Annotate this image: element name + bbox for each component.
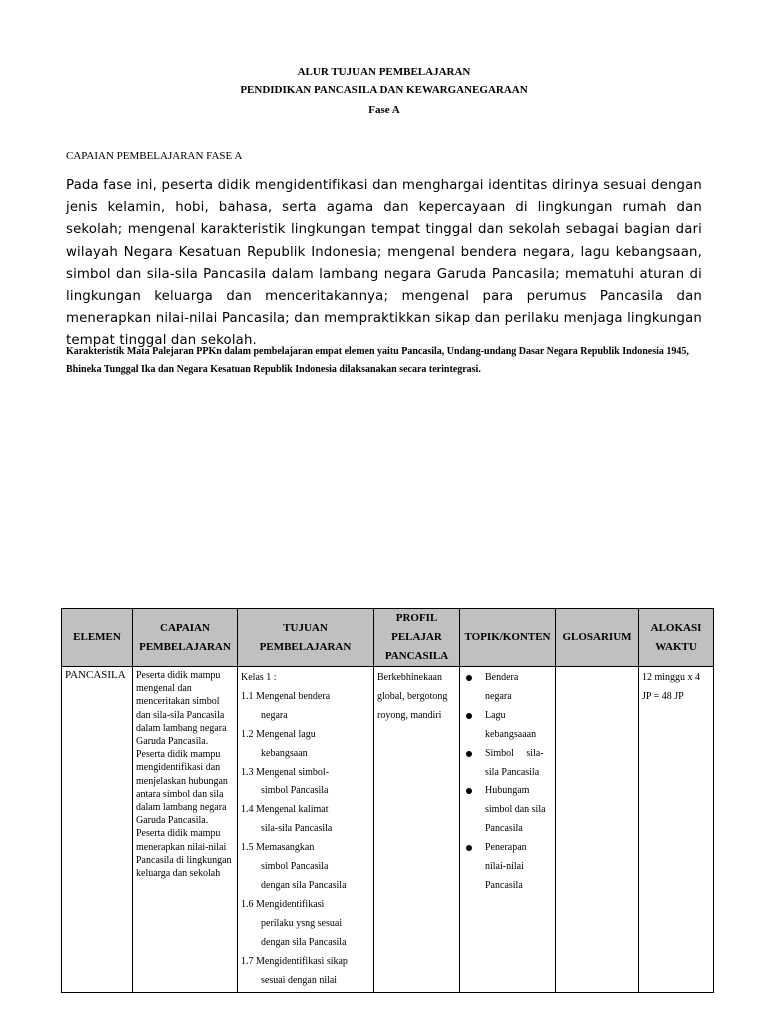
tujuan-text-cont: perilaku ysng sesuai xyxy=(261,917,343,929)
header-tujuan: TUJUAN PEMBELAJARAN xyxy=(238,609,374,667)
topik-text: simbol dan sila xyxy=(485,804,546,816)
kelas-label: Kelas 1 : xyxy=(241,672,277,683)
header-alokasi: ALOKASI WAKTU xyxy=(639,609,714,667)
tujuan-item xyxy=(241,839,370,858)
bullet-icon xyxy=(466,713,472,719)
topik-text: Bendera xyxy=(485,672,519,683)
tujuan-text: Mengenal lagu xyxy=(256,728,316,740)
tujuan-num: 1.1 xyxy=(241,690,254,702)
bullet-icon xyxy=(466,845,472,851)
bullet-icon xyxy=(466,751,472,757)
tujuan-item xyxy=(241,896,370,915)
alur-tp-table xyxy=(61,608,714,993)
list-item xyxy=(463,782,552,839)
tujuan-item xyxy=(241,801,370,820)
tujuan-text-cont: simbol Pancasila xyxy=(261,785,329,797)
topik-text: Pancasila xyxy=(485,823,523,835)
tujuan-text: Mengenal bendera xyxy=(256,690,331,702)
topik-text: Pancasila xyxy=(485,879,523,891)
topik-text: Penerapan xyxy=(485,842,527,854)
topik-text: Simbol sila- xyxy=(485,747,544,759)
bullet-icon xyxy=(466,788,472,794)
tujuan-item xyxy=(241,688,370,707)
tujuan-text-cont: kebangsaan xyxy=(261,747,308,759)
bullet-icon xyxy=(466,675,472,681)
tujuan-text-cont: negara xyxy=(261,709,288,721)
cell-profil: Berkebhinekaan global, bergotong royong, mandiri xyxy=(374,667,460,993)
cell-topik xyxy=(460,667,556,993)
cell-glosarium xyxy=(556,667,639,993)
header-glosarium: GLOSARIUM xyxy=(556,609,639,667)
tujuan-num: 1.7 xyxy=(241,955,254,967)
tujuan-text: Mengidentifikasi xyxy=(256,898,325,910)
tujuan-text: Mengidentifikasi sikap xyxy=(256,955,348,967)
tujuan-item xyxy=(241,953,370,972)
tujuan-num: 1.6 xyxy=(241,898,254,910)
tujuan-text: Memasangkan xyxy=(256,842,315,854)
list-item xyxy=(463,839,552,896)
capaian-paragraph: Pada fase ini, peserta didik mengidentifikasi dan menghargai identitas dirinya sesuai dengan jenis kelamin, hobi, bahasa, serta agama dan kepercayaan di lingkungan rumah dan sekolah; mengenal karakteristik lingkungan tempat tinggal dan sekolah sebagai bagian dari wilayah Negara Kesatuan Republik Indonesia; mengenal bendera negara, lagu kebangsaan, simbol dan sila-sila Pancasila dalam lambang negara Garuda Pancasila; mematuhi aturan di lingkungan keluarga dan menceritakannya; mengenal para perumus Pancasila dan menerapkan nilai-nilai Pancasila; dan mempraktikkan sikap dan perilaku menjaga lingkungan tempat tinggal dan sekolah. xyxy=(66,178,702,349)
doc-title-line-1: ALUR TUJUAN PEMBELAJARAN xyxy=(297,66,471,78)
topik-text: Lagu xyxy=(485,709,506,721)
tujuan-item xyxy=(241,764,370,783)
tujuan-num: 1.2 xyxy=(241,728,254,740)
topik-text: sila Pancasila xyxy=(485,766,540,778)
tujuan-num: 1.5 xyxy=(241,842,254,854)
topik-text: negara xyxy=(485,690,512,702)
tujuan-text-cont: simbol Pancasila xyxy=(261,861,329,873)
header-capaian: CAPAIAN PEMBELAJARAN xyxy=(133,609,238,667)
tujuan-text: Mengenal kalimat xyxy=(256,804,329,816)
topik-text: nilai-nilai xyxy=(485,861,524,873)
topik-text: Hubungam xyxy=(485,785,530,797)
tujuan-item xyxy=(241,726,370,745)
header-elemen: ELEMEN xyxy=(62,609,133,667)
list-item xyxy=(463,745,552,783)
topik-text: kebangsaaan xyxy=(485,728,537,740)
tujuan-num: 1.4 xyxy=(241,804,254,816)
header-topik: TOPIK/KONTEN xyxy=(460,609,556,667)
tujuan-text-cont: sila-sila Pancasila xyxy=(261,823,333,835)
cell-tujuan xyxy=(238,667,374,993)
tujuan-text-cont: dengan sila Pancasila xyxy=(261,879,347,891)
cell-capaian: Peserta didik mampu mengenal dan menceritakan simbol dan sila-sila Pancasila dalam lambang negara Garuda Pancasila. Peserta didik mampu mengidentifikasi dan menjelaskan hubungan antara simbol dan sila dalam lambang negara Garuda Pancasila. Peserta didik mampu menerapkan nilai-nilai Pancasila di lingkungan keluarga dan sekolah xyxy=(133,667,238,993)
tujuan-num: 1.3 xyxy=(241,766,254,778)
header-profil: PROFIL PELAJAR PANCASILA xyxy=(374,609,460,667)
list-item xyxy=(463,669,552,707)
table-row xyxy=(62,667,714,993)
table-header-row xyxy=(62,609,714,667)
tujuan-text-cont: dengan sila Pancasila xyxy=(261,936,347,948)
tujuan-text-cont: sesuai dengan nilai xyxy=(261,974,338,986)
list-item xyxy=(463,707,552,745)
capaian-label: CAPAIAN PEMBELAJARAN FASE A xyxy=(66,150,243,162)
doc-title-line-2: PENDIDIKAN PANCASILA DAN KEWARGANEGARAAN xyxy=(240,84,528,96)
karakteristik-paragraph: Karakteristik Mata Palejaran PPKn dalam pembelajaran empat elemen yaitu Pancasila, Undang-undang Dasar Negara Republik Indonesia 1945, Bhineka Tunggal Ika dan Negara Kesatuan Republik Indonesia dilaksanakan secara terintegrasi. xyxy=(66,346,689,375)
cell-elemen: PANCASILA xyxy=(62,667,133,993)
doc-title-line-3: Fase A xyxy=(368,104,400,116)
tujuan-text: Mengenal simbol- xyxy=(256,766,330,778)
cell-alokasi: 12 minggu x 4 JP = 48 JP xyxy=(639,667,714,993)
